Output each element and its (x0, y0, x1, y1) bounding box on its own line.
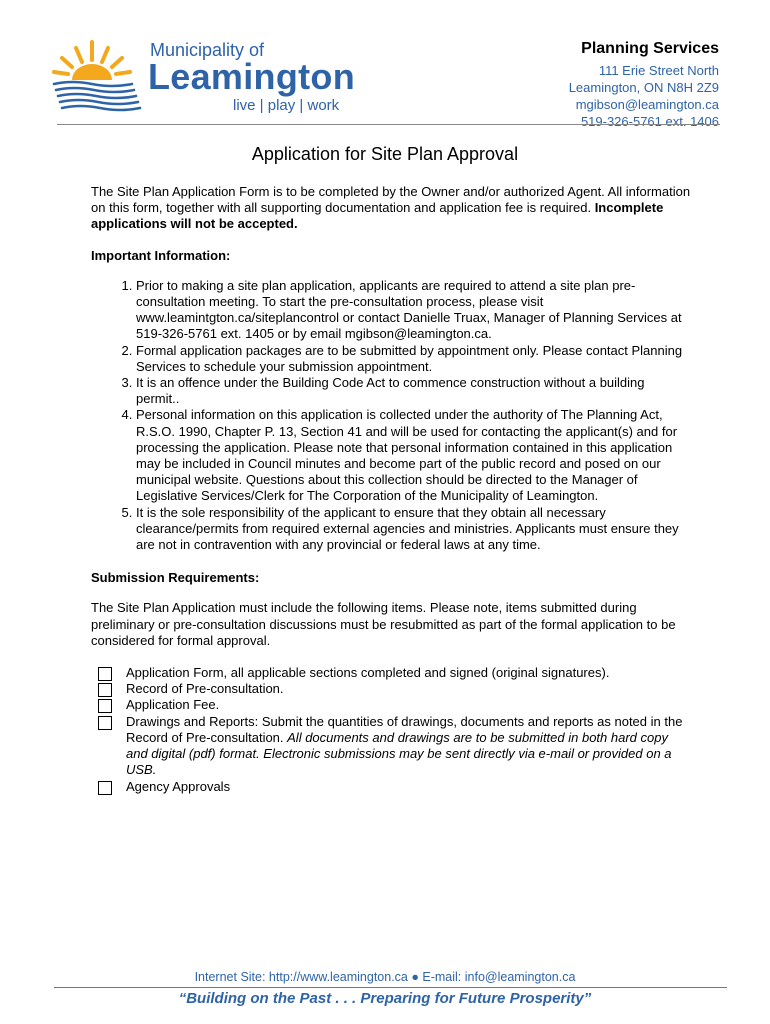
checkbox[interactable] (98, 699, 112, 713)
intro-paragraph (91, 184, 691, 233)
submission-intro: The Site Plan Application must include the following items. Please note, items submitted during preliminary or pre-consultation discussions must be resubmitted as part of the formal application to be considered for formal approval. (91, 600, 676, 648)
checklist-item-text: Record of Pre-consultation. (126, 681, 284, 697)
footer-divider (54, 987, 727, 988)
logo-municipality-text: Municipality of (150, 40, 265, 60)
header-divider (57, 124, 720, 125)
checkbox[interactable] (98, 667, 112, 681)
checkbox[interactable] (98, 716, 112, 730)
intro-text: The Site Plan Application Form is to be completed by the Owner and/or authorized Agent. All information on this form, together with all supporting documentation and application fee is required. (91, 184, 691, 216)
checklist-item-text: Application Fee. (126, 697, 220, 713)
important-list (91, 278, 691, 553)
department-phone: 519-326-5761 ext. 1406 (580, 114, 719, 129)
address-line-2: Leamington, ON N8H 2Z9 (568, 80, 719, 95)
checkbox[interactable] (98, 683, 112, 697)
submission-checklist (91, 665, 691, 795)
checklist-item-note: All documents and drawings are to be submitted in both hard copy and digital (pdf) format. Electronic submissions may be sent directly via e-mail or provided on a USB. (126, 729, 672, 778)
sun-wave-icon (50, 36, 148, 118)
department-contact-block (569, 40, 719, 130)
list-item: 4. Personal information on this application is collected under the authority of The Planning Act, R.S.O. 1990, Chapter P. 13, Section 41 and will be used for contacting the applicant(s) and for processing the application. Please note that personal information contained in this application may be included in Council minutes and become part of the public record and posed on our municipal website. Questions about this collection should be directed to the Manager of Legislative Services/Clerk for The Corporation of the Municipality of Leamington. (136, 407, 691, 504)
logo-name-text: Leamington (148, 56, 355, 97)
checklist-item (91, 714, 691, 779)
document-body (91, 184, 691, 795)
checklist-item-text: Drawings and Reports: Submit the quantities of drawings, documents and reports as noted in the Record of Pre-consultation. (126, 713, 683, 745)
list-item: 3. It is an offence under the Building Code Act to commence construction without a building permit.. (136, 375, 691, 407)
logo-tagline-text: live | play | work (233, 97, 340, 114)
intro-warning: Incomplete applications will not be accepted. (91, 200, 664, 232)
important-heading: Important Information: (91, 247, 231, 263)
submission-heading: Submission Requirements: (91, 570, 260, 586)
checkbox[interactable] (98, 781, 112, 795)
checklist-item (91, 697, 691, 713)
department-email: mgibson@leamington.ca (575, 97, 719, 112)
page-title: Application for Site Plan Approval (251, 144, 519, 164)
footer-contact: Internet Site: http://www.leamington.ca ● E-mail: info@leamington.ca (194, 970, 576, 984)
checklist-item-text: Agency Approvals (126, 778, 231, 794)
list-item: 2. Formal application packages are to be submitted by appointment only. Please contact Planning Services to schedule your submission appointment. (136, 343, 691, 375)
address-line-1: 111 Erie Street North (598, 63, 719, 78)
checklist-item-text: Application Form, all applicable sections completed and signed (original signatures). (126, 665, 610, 681)
checklist-item (91, 779, 691, 795)
list-item: 1. Prior to making a site plan application, applicants are required to attend a site plan pre-consultation meeting. To start the pre-consultation process, please visit www.leamintgton.ca/siteplancontrol or contact Danielle Truax, Manager of Planning Services at 519-326-5761 ext. 1405 or by email mgibson@leamington.ca. (136, 278, 691, 343)
checklist-item (91, 665, 691, 681)
department-title: Planning Services (581, 40, 719, 57)
municipality-logo (50, 36, 370, 118)
footer-slogan: “Building on the Past . . . Preparing for Future Prosperity” (178, 990, 592, 1007)
checklist-item (91, 681, 691, 697)
list-item: 5. It is the sole responsibility of the applicant to ensure that they obtain all necessary clearance/permits from required external agencies and ministries. Applicants must ensure they are not in contravention with any provincial or federal laws at any time. (136, 505, 691, 554)
